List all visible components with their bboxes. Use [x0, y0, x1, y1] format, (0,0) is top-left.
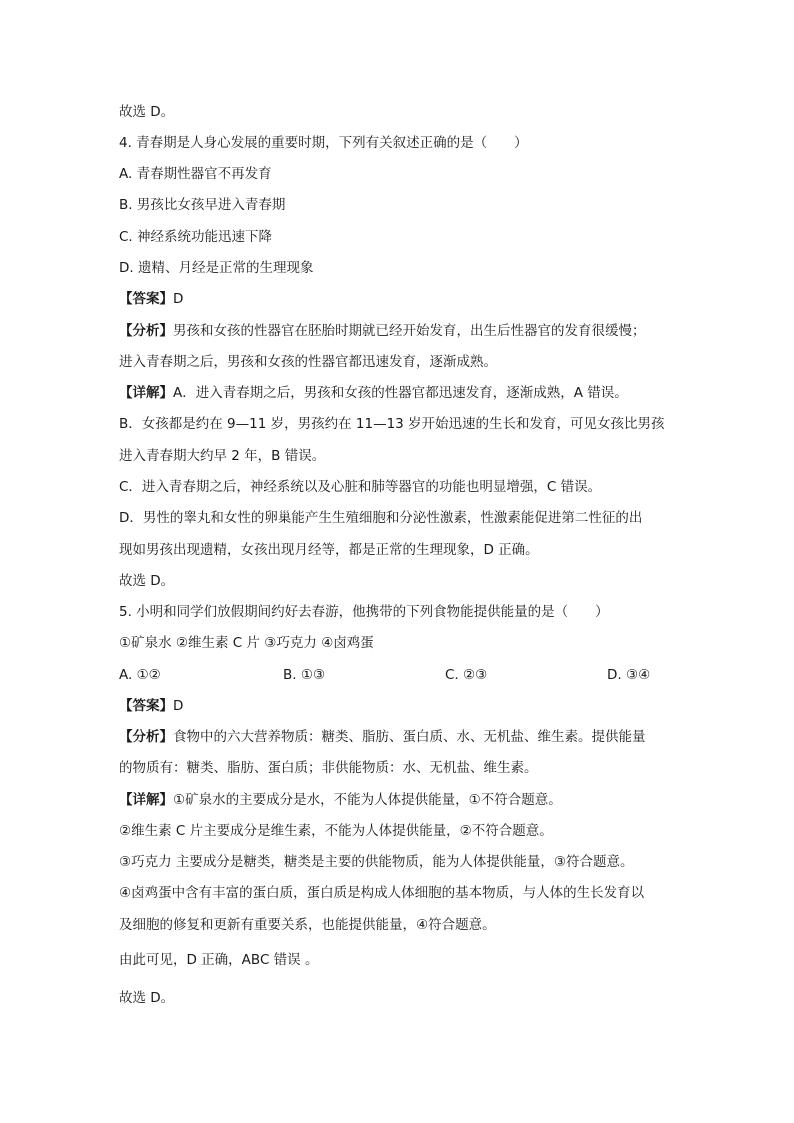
analysis-line [119, 321, 646, 341]
text-run: A. ①② [119, 667, 161, 683]
text-run: ④卤鸡蛋中含有丰富的蛋白质，蛋白质是构成人体细胞的基本物质，与人体的生长发育以 [119, 885, 645, 901]
detail-line [119, 852, 634, 872]
text-run: 及细胞的修复和更新有重要关系，也能提供能量，④符合题意。 [119, 917, 496, 933]
text-run: B. ①③ [283, 667, 326, 683]
text-run: 5. 小明和同学们放假期间约好去春游，他携带的下列食物能提供能量的是（ ） [119, 604, 609, 620]
detail-line [119, 508, 642, 528]
answer-tag: 【答案】 [119, 291, 173, 307]
analysis-line [119, 727, 646, 747]
conclusion-line [119, 102, 174, 122]
text-run: B. 男孩比女孩早进入青春期 [119, 197, 286, 213]
question-4-stem [119, 133, 528, 153]
detail-line [119, 821, 553, 841]
answer-line [119, 696, 183, 716]
answer-tag: 【答案】 [119, 698, 173, 714]
food-items-line [119, 633, 374, 653]
text-run: ②维生素 C 片主要成分是维生素，不能为人体提供能量，②不符合题意。 [119, 823, 553, 839]
text-run: C. ②③ [445, 667, 488, 683]
text-run: D. 遗精、月经是正常的生理现象 [119, 260, 314, 276]
text-run: 故选 D。 [119, 573, 175, 589]
detail-line [119, 383, 628, 403]
text-run: B．女孩都是约在 9—11 岁，男孩约在 11—13 岁开始迅速的生长和发育，可见女孩比男孩 [119, 416, 665, 432]
text-run: ③巧克力 主要成分是糖类，糖类是主要的供能物质，能为人体提供能量，③符合题意。 [119, 854, 634, 870]
answer-value: D [173, 698, 184, 714]
detail-line [119, 540, 539, 560]
option-b [119, 195, 285, 215]
text-run: C．进入青春期之后，神经系统以及心脏和肺等器官的功能也明显增强，C 错误。 [119, 479, 602, 495]
text-run: A. 青春期性器官不再发育 [119, 166, 272, 182]
detail-line [119, 446, 325, 466]
detail-line [119, 414, 665, 434]
text-run: 由此可见，D 正确，ABC 错误 。 [119, 952, 319, 968]
text-run: A．进入青春期之后，男孩和女孩的性器官都迅速发育，逐渐成熟，A 错误。 [173, 385, 628, 401]
text-run: D. ③④ [607, 667, 651, 683]
text-run: D．男性的睾丸和女性的卵巢能产生生殖细胞和分泌性激素，性激素能促进第二性征的出 [119, 510, 643, 526]
analysis-tag: 【分析】 [119, 729, 173, 745]
text-run: 进入青春期大约早 2 年，B 错误。 [119, 448, 326, 464]
question-5-stem [119, 602, 609, 622]
text-run: ①矿泉水 ②维生素 C 片 ③巧克力 ④卤鸡蛋 [119, 635, 374, 651]
text-run: 现如男孩出现遗精，女孩出现月经等，都是正常的生理现象，D 正确。 [119, 542, 539, 558]
option-c [119, 227, 272, 247]
conclusion-line [119, 571, 174, 591]
answer-value: D [173, 291, 184, 307]
detail-tag: 【详解】 [119, 792, 173, 808]
detail-line [119, 477, 601, 497]
text-run: 进入青春期之后，男孩和女孩的性器官都迅速发育，逐渐成熟。 [119, 354, 497, 370]
analysis-line [119, 352, 497, 372]
option-c [445, 665, 487, 685]
detail-line [119, 883, 644, 903]
detail-tag: 【详解】 [119, 385, 173, 401]
analysis-tag: 【分析】 [119, 323, 173, 339]
detail-line [119, 790, 562, 810]
text-run: 4. 青春期是人身心发展的重要时期，下列有关叙述正确的是（ ） [119, 135, 528, 151]
option-d [119, 258, 313, 278]
text-run: 故选 D。 [119, 104, 175, 120]
text-run: C. 神经系统功能迅速下降 [119, 229, 273, 245]
option-a [119, 665, 161, 685]
option-b [283, 665, 325, 685]
detail-line [119, 915, 496, 935]
conclusion-line [119, 988, 174, 1008]
text-run: 故选 D。 [119, 990, 175, 1006]
summary-line [119, 950, 318, 970]
answer-line [119, 289, 183, 309]
option-a [119, 164, 272, 184]
text-run: ①矿泉水的主要成分是水，不能为人体提供能量，①不符合题意。 [173, 792, 562, 808]
analysis-line [119, 758, 538, 778]
text-run: 食物中的六大营养物质：糖类、脂肪、蛋白质、水、无机盐、维生素。提供能量 [173, 729, 646, 745]
text-run: 的物质有：糖类、脂肪、蛋白质；非供能物质：水、无机盐、维生素。 [119, 760, 538, 776]
option-d [607, 665, 650, 685]
text-run: 男孩和女孩的性器官在胚胎时期就已经开始发育，出生后性器官的发育很缓慢； [173, 323, 646, 339]
